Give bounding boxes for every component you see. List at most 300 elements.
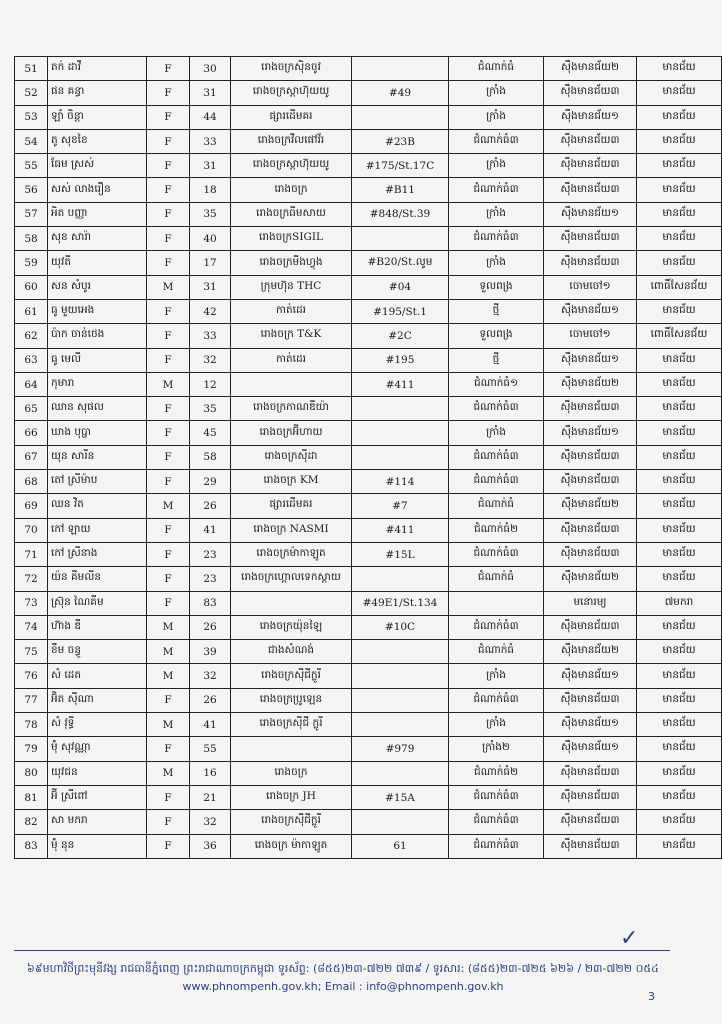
workplace-cell: រោងចក្រ ម៉ាកាឡូត	[231, 834, 352, 858]
row-number-cell: 70	[15, 518, 48, 542]
village-cell: ក្រាំង២	[449, 737, 544, 761]
table-row	[15, 154, 722, 178]
house-number-cell	[352, 227, 449, 251]
commune-cell: ស៊ឹងមានជ័យ១	[544, 299, 637, 323]
commune-cell: ចោមចៅ១	[544, 324, 637, 348]
sex-cell: F	[147, 737, 190, 761]
age-cell: 23	[190, 567, 231, 591]
village-cell: ជំណាក់ធំ៣	[449, 445, 544, 469]
village-cell: ជំណាក់ធំ	[449, 640, 544, 664]
commune-cell: ស៊ឹងមានជ័យ៣	[544, 761, 637, 785]
sex-cell: F	[147, 445, 190, 469]
sex-cell: F	[147, 202, 190, 226]
village-cell: ជំណាក់ធំ២	[449, 518, 544, 542]
house-number-cell: #848/St.39	[352, 202, 449, 226]
row-number-cell: 53	[15, 105, 48, 129]
workplace-cell: កាត់ដេរ	[231, 348, 352, 372]
table-row	[15, 348, 722, 372]
workplace-cell: រោងចក្រSIGIL	[231, 227, 352, 251]
house-number-cell: #979	[352, 737, 449, 761]
village-cell: ក្រាំង	[449, 251, 544, 275]
house-number-cell	[352, 105, 449, 129]
house-number-cell	[352, 567, 449, 591]
table-row	[15, 518, 722, 542]
table-row	[15, 397, 722, 421]
district-cell: មានជ័យ	[637, 810, 722, 834]
age-cell: 41	[190, 518, 231, 542]
house-number-cell: #23B	[352, 129, 449, 153]
workplace-cell: រោងចក្រវីលផៅវ័រ	[231, 129, 352, 153]
district-cell: មានជ័យ	[637, 640, 722, 664]
workplace-cell: រោងចក្រ NASMI	[231, 518, 352, 542]
person-name-cell: ឃាង បុប្ផា	[48, 421, 147, 445]
age-cell: 35	[190, 397, 231, 421]
row-number-cell: 51	[15, 57, 48, 81]
commune-cell: ចោមចៅ១	[544, 275, 637, 299]
records-table	[14, 56, 722, 859]
row-number-cell: 72	[15, 567, 48, 591]
district-cell: មានជ័យ	[637, 494, 722, 518]
age-cell: 32	[190, 810, 231, 834]
age-cell: 36	[190, 834, 231, 858]
age-cell: 12	[190, 372, 231, 396]
village-cell: ជំណាក់ធំ៣	[449, 542, 544, 566]
village-cell: ជំណាក់ធំ៣	[449, 615, 544, 639]
person-name-cell: យុន សារីន	[48, 445, 147, 469]
village-cell	[449, 591, 544, 615]
row-number-cell: 52	[15, 81, 48, 105]
district-cell: មានជ័យ	[637, 737, 722, 761]
row-number-cell: 56	[15, 178, 48, 202]
village-cell: ជំណាក់ធំ៣	[449, 834, 544, 858]
village-cell: ជំណាក់ធំ	[449, 567, 544, 591]
village-cell: ជំណាក់ធំ៣	[449, 129, 544, 153]
village-cell: ក្រាំង	[449, 105, 544, 129]
table-row	[15, 275, 722, 299]
footer-address: ៦៩មហាវិថីព្រះមុនីវង្ស រាជធានីភ្នំពេញ ព្រះរាជាណាចក្រកម្ពុជា ទូរស័ព្ទ: (៨៥៥)២៣-៧២២ ៧៣៩ / ទូរសារ: (៨៥៥)២៣-៧២៥ ៦២៦ / ២៣-៧២២ ០៥៤	[27, 962, 659, 975]
table-row	[15, 202, 722, 226]
district-cell: មានជ័យ	[637, 348, 722, 372]
commune-cell: ស៊ឹងមានជ័យ៣	[544, 518, 637, 542]
person-name-cell: ធូ មួយអេង	[48, 299, 147, 323]
row-number-cell: 82	[15, 810, 48, 834]
person-name-cell: ធូ មេលី	[48, 348, 147, 372]
district-cell: មានជ័យ	[637, 57, 722, 81]
person-name-cell: សំ ដេត	[48, 664, 147, 688]
house-number-cell	[352, 57, 449, 81]
house-number-cell: #114	[352, 470, 449, 494]
commune-cell: ស៊ឹងមានជ័យ៣	[544, 129, 637, 153]
village-cell: ជំណាក់ធំ៣	[449, 810, 544, 834]
district-cell: ៧មករា	[637, 591, 722, 615]
person-name-cell: អ៊ី ស្រីពៅ	[48, 785, 147, 809]
sex-cell: F	[147, 518, 190, 542]
commune-cell: ស៊ឹងមានជ័យ២	[544, 567, 637, 591]
table-row	[15, 494, 722, 518]
row-number-cell: 54	[15, 129, 48, 153]
house-number-cell: #15A	[352, 785, 449, 809]
house-number-cell: #411	[352, 372, 449, 396]
row-number-cell: 71	[15, 542, 48, 566]
commune-cell: ស៊ឹងមានជ័យ២	[544, 494, 637, 518]
person-name-cell: ឈន វិត	[48, 494, 147, 518]
sex-cell: F	[147, 81, 190, 105]
house-number-cell: 61	[352, 834, 449, 858]
table-row	[15, 129, 722, 153]
district-cell: មានជ័យ	[637, 567, 722, 591]
person-name-cell: ផន គន្ធា	[48, 81, 147, 105]
commune-cell: ស៊ឹងមានជ័យ៣	[544, 542, 637, 566]
commune-cell: ស៊ឹងមានជ័យ១	[544, 348, 637, 372]
person-name-cell: តក់ ដាវី	[48, 57, 147, 81]
person-name-cell: យ៉ន គីមលីន	[48, 567, 147, 591]
commune-cell: ស៊ឹងមានជ័យ២	[544, 640, 637, 664]
village-cell: ជំណាក់ធំ៣	[449, 785, 544, 809]
person-name-cell: ស្រ៊ុន ណៃគីម	[48, 591, 147, 615]
table-row	[15, 615, 722, 639]
person-name-cell: សន សំបូរ	[48, 275, 147, 299]
house-number-cell: #2C	[352, 324, 449, 348]
age-cell: 41	[190, 713, 231, 737]
house-number-cell: #B20/St.លូម	[352, 251, 449, 275]
district-cell: មានជ័យ	[637, 178, 722, 202]
village-cell: ក្រាំង	[449, 421, 544, 445]
district-cell: មានជ័យ	[637, 834, 722, 858]
district-cell: មានជ័យ	[637, 397, 722, 421]
district-cell: មានជ័យ	[637, 688, 722, 712]
age-cell: 26	[190, 494, 231, 518]
table-row	[15, 81, 722, 105]
age-cell: 45	[190, 421, 231, 445]
commune-cell: ស៊ឹងមានជ័យ៣	[544, 445, 637, 469]
person-name-cell: សុខ សារ៉ា	[48, 227, 147, 251]
age-cell: 32	[190, 348, 231, 372]
age-cell: 55	[190, 737, 231, 761]
age-cell: 44	[190, 105, 231, 129]
age-cell: 26	[190, 615, 231, 639]
row-number-cell: 75	[15, 640, 48, 664]
row-number-cell: 57	[15, 202, 48, 226]
sex-cell: M	[147, 664, 190, 688]
village-cell: ជំណាក់ធំ៣	[449, 178, 544, 202]
district-cell: មានជ័យ	[637, 202, 722, 226]
row-number-cell: 81	[15, 785, 48, 809]
house-number-cell	[352, 713, 449, 737]
house-number-cell: #195/St.1	[352, 299, 449, 323]
district-cell: មានជ័យ	[637, 154, 722, 178]
house-number-cell	[352, 688, 449, 712]
age-cell: 31	[190, 81, 231, 105]
village-cell: ជំណាក់ធំ៣	[449, 397, 544, 421]
workplace-cell: រោងចក្រអ៊ីហាយ	[231, 421, 352, 445]
age-cell: 42	[190, 299, 231, 323]
district-cell: មានជ័យ	[637, 372, 722, 396]
village-cell: ក្រាំង	[449, 664, 544, 688]
district-cell: មានជ័យ	[637, 105, 722, 129]
commune-cell: ស៊ឹងមានជ័យ៣	[544, 227, 637, 251]
table-row	[15, 445, 722, 469]
sex-cell: F	[147, 397, 190, 421]
workplace-cell: រោងចក្រ T&K	[231, 324, 352, 348]
district-cell: មានជ័យ	[637, 615, 722, 639]
table-row	[15, 810, 722, 834]
sex-cell: F	[147, 567, 190, 591]
sex-cell: F	[147, 785, 190, 809]
commune-cell: ស៊ឹងមានជ័យ២	[544, 372, 637, 396]
workplace-cell: រោងចក្រស៊ិនចូវ	[231, 57, 352, 81]
age-cell: 16	[190, 761, 231, 785]
footer-website-email: www.phnompenh.gov.kh; Email : info@phnompenh.gov.kh	[182, 980, 504, 993]
person-name-cell: អ៊ិត ស៊ីណា	[48, 688, 147, 712]
workplace-cell: ជាងសំណង់	[231, 640, 352, 664]
district-cell: មានជ័យ	[637, 299, 722, 323]
table-row	[15, 372, 722, 396]
person-name-cell: យុវតី	[48, 251, 147, 275]
village-cell: ជំណាក់ធំ	[449, 494, 544, 518]
district-cell: មានជ័យ	[637, 445, 722, 469]
age-cell: 18	[190, 178, 231, 202]
village-cell: ជំណាក់ធំ១	[449, 372, 544, 396]
village-cell: ជំណាក់ធំ	[449, 57, 544, 81]
row-number-cell: 66	[15, 421, 48, 445]
age-cell: 29	[190, 470, 231, 494]
table-row	[15, 105, 722, 129]
workplace-cell	[231, 591, 352, 615]
table-row	[15, 761, 722, 785]
person-name-cell: កុមារា	[48, 372, 147, 396]
workplace-cell: រោងចក្រយ៉ុនឡៃ	[231, 615, 352, 639]
workplace-cell: ផ្សារដើមគរ	[231, 105, 352, 129]
table-row	[15, 567, 722, 591]
sex-cell: F	[147, 324, 190, 348]
table-row	[15, 57, 722, 81]
table-row	[15, 324, 722, 348]
sex-cell: F	[147, 688, 190, 712]
table-row	[15, 834, 722, 858]
village-cell: ទួលពង្រ	[449, 275, 544, 299]
workplace-cell: រោងចក្រកាណឌីយ៉ា	[231, 397, 352, 421]
sex-cell: F	[147, 470, 190, 494]
sex-cell: F	[147, 348, 190, 372]
person-name-cell: ម៉ុំ នុន	[48, 834, 147, 858]
sex-cell: M	[147, 494, 190, 518]
district-cell: មានជ័យ	[637, 421, 722, 445]
village-cell: ទួលពង្រ	[449, 324, 544, 348]
table-row	[15, 737, 722, 761]
village-cell: ជំណាក់ធំ៣	[449, 688, 544, 712]
workplace-cell: រោងចក្រស៊ីដា	[231, 445, 352, 469]
row-number-cell: 55	[15, 154, 48, 178]
person-name-cell: តូ សុខខៃ	[48, 129, 147, 153]
workplace-cell: រោងចក្រប្រូឡេន	[231, 688, 352, 712]
sex-cell: M	[147, 640, 190, 664]
commune-cell: ស៊ឹងមានជ័យ១	[544, 105, 637, 129]
person-name-cell: ម៉ុំ សុវណ្ណា	[48, 737, 147, 761]
age-cell: 17	[190, 251, 231, 275]
commune-cell: ស៊ឹងមានជ័យ១	[544, 713, 637, 737]
commune-cell: មនោរម្យ	[544, 591, 637, 615]
commune-cell: ស៊ឹងមានជ័យ៣	[544, 785, 637, 809]
commune-cell: ស៊ឹងមានជ័យ៣	[544, 397, 637, 421]
age-cell: 33	[190, 129, 231, 153]
workplace-cell	[231, 737, 352, 761]
commune-cell: ស៊ឹងមានជ័យ៣	[544, 470, 637, 494]
table-row	[15, 299, 722, 323]
workplace-cell: រោងចក្រ	[231, 178, 352, 202]
district-cell: ពោធិ៍សែនជ័យ	[637, 275, 722, 299]
person-name-cell: កៅ ឡាយ	[48, 518, 147, 542]
village-cell: ជំណាក់ធំ៣	[449, 227, 544, 251]
person-name-cell: សំ វុទ្ធី	[48, 713, 147, 737]
table-row	[15, 542, 722, 566]
village-cell: ជំណាក់ធំ២	[449, 761, 544, 785]
age-cell: 30	[190, 57, 231, 81]
table-row	[15, 470, 722, 494]
sex-cell: M	[147, 761, 190, 785]
sex-cell: F	[147, 227, 190, 251]
age-cell: 31	[190, 275, 231, 299]
workplace-cell: រោងចក្រធីមសាយ	[231, 202, 352, 226]
workplace-cell: រោងចក្រ JH	[231, 785, 352, 809]
house-number-cell	[352, 664, 449, 688]
workplace-cell	[231, 372, 352, 396]
table-row	[15, 688, 722, 712]
age-cell: 40	[190, 227, 231, 251]
table-row	[15, 664, 722, 688]
table-row	[15, 251, 722, 275]
page-number: 3	[648, 990, 655, 1003]
house-number-cell	[352, 397, 449, 421]
age-cell: 26	[190, 688, 231, 712]
sex-cell: F	[147, 834, 190, 858]
district-cell: មានជ័យ	[637, 251, 722, 275]
sex-cell: F	[147, 299, 190, 323]
house-number-cell: #49E1/St.134	[352, 591, 449, 615]
district-cell: មានជ័យ	[637, 761, 722, 785]
workplace-cell: រោងចក្រម៉ាកាឡូត	[231, 542, 352, 566]
workplace-cell: រោងចក្រស៊ីជីក្លូរី	[231, 810, 352, 834]
workplace-cell: រោងចក្រស្តាហ៊ុយយូ	[231, 81, 352, 105]
row-number-cell: 62	[15, 324, 48, 348]
checkmark-icon: ✓	[620, 926, 639, 951]
commune-cell: ស៊ឹងមានជ័យ៣	[544, 615, 637, 639]
row-number-cell: 80	[15, 761, 48, 785]
sex-cell: F	[147, 591, 190, 615]
workplace-cell: កាត់ដេរ	[231, 299, 352, 323]
row-number-cell: 60	[15, 275, 48, 299]
village-cell: ថ្មី	[449, 348, 544, 372]
village-cell: ក្រាំង	[449, 202, 544, 226]
commune-cell: ស៊ឹងមានជ័យ២	[544, 57, 637, 81]
row-number-cell: 61	[15, 299, 48, 323]
district-cell: មានជ័យ	[637, 470, 722, 494]
table-row	[15, 713, 722, 737]
sex-cell: M	[147, 713, 190, 737]
house-number-cell: #04	[352, 275, 449, 299]
sex-cell: F	[147, 542, 190, 566]
house-number-cell	[352, 761, 449, 785]
person-name-cell: សា មករា	[48, 810, 147, 834]
district-cell: មានជ័យ	[637, 518, 722, 542]
table-row	[15, 227, 722, 251]
workplace-cell: រោងចក្រស៊ីជី ក្លូរី	[231, 713, 352, 737]
row-number-cell: 78	[15, 713, 48, 737]
person-name-cell: ធែម ស្រស់	[48, 154, 147, 178]
age-cell: 39	[190, 640, 231, 664]
house-number-cell: #15L	[352, 542, 449, 566]
house-number-cell: #10C	[352, 615, 449, 639]
age-cell: 33	[190, 324, 231, 348]
row-number-cell: 63	[15, 348, 48, 372]
house-number-cell	[352, 810, 449, 834]
house-number-cell: #175/St.17C	[352, 154, 449, 178]
commune-cell: ស៊ឹងមានជ័យ៣	[544, 251, 637, 275]
commune-cell: ស៊ឹងមានជ័យ១	[544, 202, 637, 226]
workplace-cell: រោងចក្រហ្គោលទេកស្តាយ	[231, 567, 352, 591]
person-name-cell: កៅ ស្រីនាង	[48, 542, 147, 566]
age-cell: 32	[190, 664, 231, 688]
age-cell: 21	[190, 785, 231, 809]
row-number-cell: 65	[15, 397, 48, 421]
district-cell: មានជ័យ	[637, 81, 722, 105]
row-number-cell: 67	[15, 445, 48, 469]
sex-cell: F	[147, 105, 190, 129]
workplace-cell: ផ្សារដើមគរ	[231, 494, 352, 518]
row-number-cell: 64	[15, 372, 48, 396]
table-row	[15, 785, 722, 809]
row-number-cell: 69	[15, 494, 48, 518]
district-cell: ពោធិ៍សែនជ័យ	[637, 324, 722, 348]
commune-cell: ស៊ឹងមានជ័យ៣	[544, 810, 637, 834]
age-cell: 31	[190, 154, 231, 178]
commune-cell: ស៊ឹងមានជ័យ៣	[544, 834, 637, 858]
house-number-cell	[352, 445, 449, 469]
commune-cell: ស៊ឹងមានជ័យ៣	[544, 81, 637, 105]
commune-cell: ស៊ឹងមានជ័យ៣	[544, 154, 637, 178]
district-cell: មានជ័យ	[637, 785, 722, 809]
sex-cell: M	[147, 275, 190, 299]
person-name-cell: ឡាំ ចិន្តា	[48, 105, 147, 129]
commune-cell: ស៊ឹងមានជ័យ៣	[544, 688, 637, 712]
age-cell: 23	[190, 542, 231, 566]
village-cell: ក្រាំង	[449, 154, 544, 178]
village-cell: ថ្មី	[449, 299, 544, 323]
sex-cell: F	[147, 421, 190, 445]
workplace-cell: រោងចក្រ KM	[231, 470, 352, 494]
table-row	[15, 421, 722, 445]
person-name-cell: ហ៊ាង ឌី	[48, 615, 147, 639]
commune-cell: ស៊ឹងមានជ័យ១	[544, 664, 637, 688]
row-number-cell: 79	[15, 737, 48, 761]
person-name-cell: ខឹម ចន្ធូ	[48, 640, 147, 664]
person-name-cell: សស់ លាងរឿន	[48, 178, 147, 202]
house-number-cell: #195	[352, 348, 449, 372]
row-number-cell: 77	[15, 688, 48, 712]
workplace-cell: រោងចក្រមីងហ្វុង	[231, 251, 352, 275]
age-cell: 83	[190, 591, 231, 615]
person-name-cell: អិត បញ្ញា	[48, 202, 147, 226]
row-number-cell: 76	[15, 664, 48, 688]
person-name-cell: ឈាន សុផល	[48, 397, 147, 421]
age-cell: 35	[190, 202, 231, 226]
sex-cell: F	[147, 178, 190, 202]
row-number-cell: 73	[15, 591, 48, 615]
village-cell: ជំណាក់ធំ៣	[449, 470, 544, 494]
sex-cell: F	[147, 251, 190, 275]
house-number-cell	[352, 421, 449, 445]
sex-cell: F	[147, 154, 190, 178]
sex-cell: M	[147, 615, 190, 639]
